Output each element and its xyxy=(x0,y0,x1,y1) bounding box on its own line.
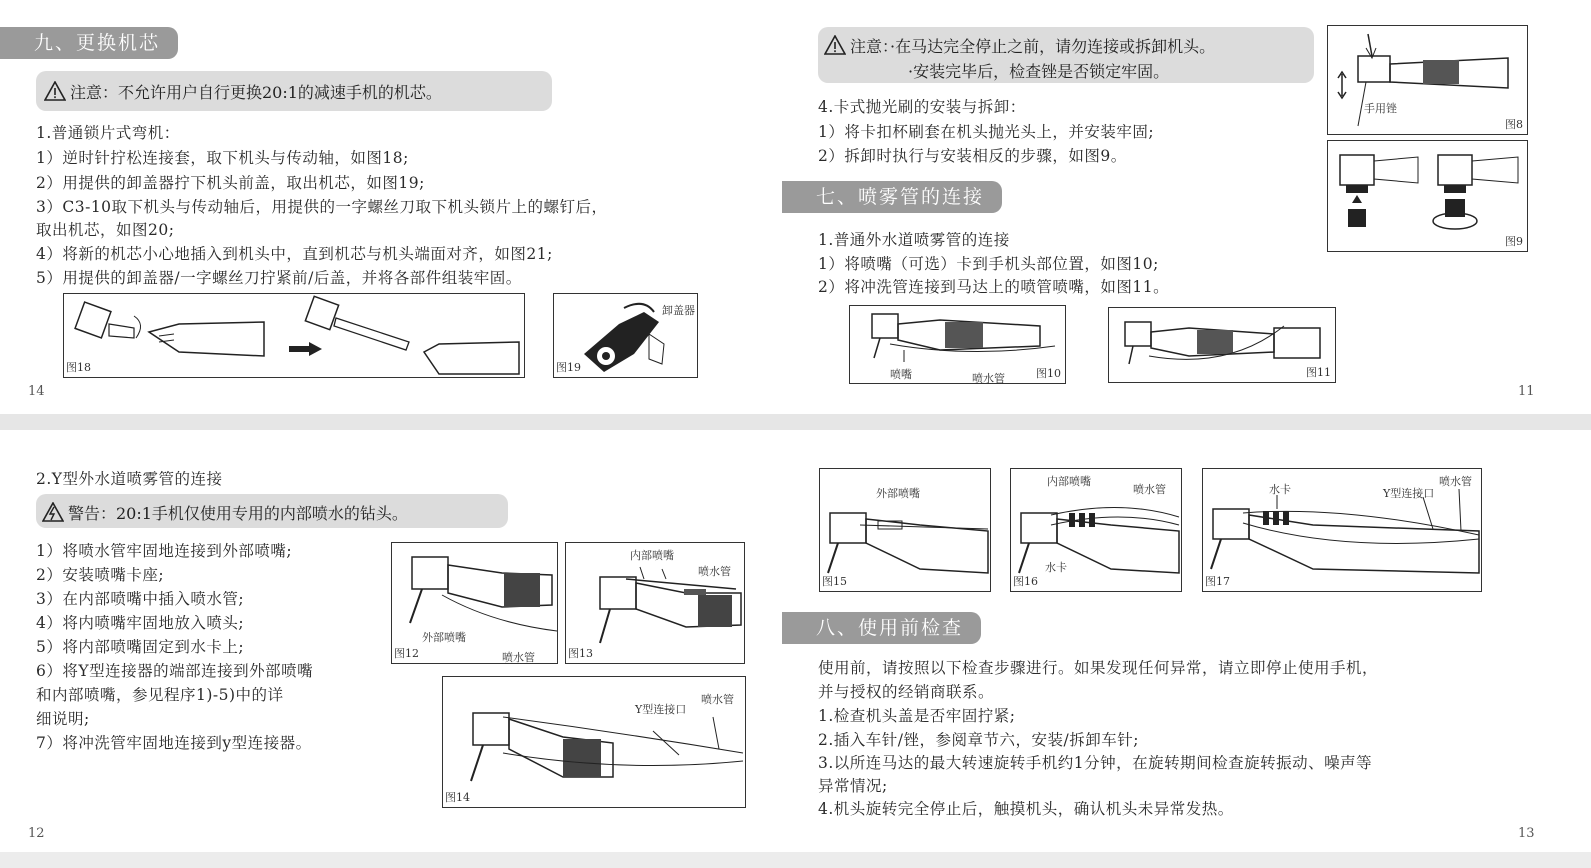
note-box xyxy=(36,71,552,111)
text-line: 5）用提供的卸盖器/一字螺丝刀拧紧前/后盖，并将各部件组装牢固。 xyxy=(36,269,522,287)
text-line: 和内部喷嘴，参见程序1)-5)中的详 xyxy=(36,686,284,704)
text-line: 4）将新的机芯小心地插入到机头中，直到机芯与机头端面对齐，如图21; xyxy=(36,245,553,263)
text-line: 1）逆时针拧松连接套，取下机头与传动轴，如图18; xyxy=(36,149,409,167)
water-tube-label: 喷水管 xyxy=(1439,475,1472,488)
figure-11 xyxy=(1108,307,1336,383)
water-tube-label: 喷水管 xyxy=(972,372,1005,385)
text-line: 1）将喷水管牢固地连接到外部喷嘴; xyxy=(36,542,293,560)
polishing-brush-illustration xyxy=(1328,141,1527,251)
water-tube-label: 喷水管 xyxy=(698,565,731,578)
text-line: 2）安装喷嘴卡座; xyxy=(36,566,165,584)
bottom-spread xyxy=(0,430,1591,868)
external-nozzle-label: 外部喷嘴 xyxy=(422,631,466,644)
text-line: 1）将喷嘴（可选）卡到手机头部位置，如图10; xyxy=(818,255,1159,273)
note-text: 注意：不允许用户自行更换20:1的减速手机的机芯。 xyxy=(70,83,442,102)
section-title-replace-cartridge: 九、更换机芯 xyxy=(0,27,178,59)
warning-icon xyxy=(44,81,66,101)
text-line: 细说明; xyxy=(36,710,90,728)
warning-text: 警告：20:1手机仅使用专用的内部喷水的钻头。 xyxy=(68,504,408,523)
text-line: 3）C3-10取下机头与传动轴后，用提供的一字螺丝刀取下机头锁片上的螺钉后， xyxy=(36,198,608,216)
figure-15-label: 图15 xyxy=(822,575,847,588)
text-line: 2）用提供的卸盖器拧下机头前盖，取出机芯，如图19; xyxy=(36,174,425,192)
page-number: 12 xyxy=(28,826,45,841)
text-line: 2.插入车针/锉，参阅章节六，安装/拆卸车针; xyxy=(818,731,1139,749)
subsection-heading: 2.Y型外水道喷雾管的连接 xyxy=(36,470,223,488)
text-line: 4）将内喷嘴牢固地放入喷头; xyxy=(36,614,245,632)
note-text-line1: 注意：·在马达完全停止之前，请勿连接或拆卸机头。 xyxy=(850,37,1216,56)
bottom-edge xyxy=(0,852,1591,868)
section-title-pre-use-check: 八、使用前检查 xyxy=(782,612,981,644)
text-line: 取出机芯，如图20; xyxy=(36,221,175,239)
text-line: 3.以所连马达的最大转速旋转手机约1分钟，在旋转期间检查旋转振动、噪声等 xyxy=(818,754,1373,772)
figure-18 xyxy=(63,293,525,378)
y-connector-illustration xyxy=(443,677,745,807)
external-nozzle-label: 外部喷嘴 xyxy=(876,487,920,500)
internal-nozzle-label: 内部喷嘴 xyxy=(630,549,674,562)
figure-19 xyxy=(553,293,698,378)
text-line: 4.卡式抛光刷的安装与拆卸： xyxy=(818,98,1026,116)
motor-connection-illustration xyxy=(1109,308,1335,382)
nozzle-illustration xyxy=(850,306,1065,383)
y-connector-label: Y型连接口 xyxy=(1383,487,1435,500)
figure-13-label: 图13 xyxy=(568,647,593,660)
figure-14-label: 图14 xyxy=(445,791,470,804)
water-clip-label: 水卡 xyxy=(1269,483,1291,496)
figure-10-label: 图10 xyxy=(1036,367,1061,380)
page-number: 11 xyxy=(1518,384,1535,399)
cap-remover-label: 卸盖器 xyxy=(662,304,695,317)
top-spread xyxy=(0,0,1591,414)
text-line: 并与授权的经销商联系。 xyxy=(818,683,995,701)
text-line: 6）将Y型连接器的端部连接到外部喷嘴 xyxy=(36,662,314,680)
text-line: 2）将冲洗管连接到马达上的喷管喷嘴，如图11。 xyxy=(818,278,1170,296)
figure-13 xyxy=(565,542,745,664)
figure-8-label: 图8 xyxy=(1505,118,1523,131)
note-box-right xyxy=(818,27,1314,83)
figure-12 xyxy=(391,542,558,664)
text-line: 1.检查机头盖是否牢固拧紧; xyxy=(818,707,1016,725)
handpiece-disassembly-illustration xyxy=(64,294,524,377)
figure-16-label: 图16 xyxy=(1013,575,1038,588)
text-line: 3）在内部喷嘴中插入喷水管; xyxy=(36,590,245,608)
figure-10 xyxy=(849,305,1066,384)
figure-9-label: 图9 xyxy=(1505,235,1523,248)
text-line: 异常情况; xyxy=(818,777,888,795)
water-tube-label: 喷水管 xyxy=(1133,483,1166,496)
hand-file-label: 手用锉 xyxy=(1364,102,1397,115)
text-line: 1）将卡扣杯刷套在机头抛光头上，并安装牢固; xyxy=(818,123,1155,141)
page-number: 13 xyxy=(1518,826,1535,841)
figure-17 xyxy=(1202,468,1482,592)
page-divider xyxy=(0,414,1591,430)
page-number: 14 xyxy=(28,384,45,399)
text-line: 使用前，请按照以下检查步骤进行。如果发现任何异常，请立即停止使用手机， xyxy=(818,659,1379,677)
figure-9 xyxy=(1327,140,1528,252)
text-line: 1.普通锁片式弯机： xyxy=(36,124,180,142)
text-line: 2）拆卸时执行与安装相反的步骤，如图9。 xyxy=(818,147,1127,165)
water-tube-label: 喷水管 xyxy=(701,693,734,706)
nozzle-label: 喷嘴 xyxy=(890,368,912,381)
text-line: 1.普通外水道喷雾管的连接 xyxy=(818,231,1010,249)
water-tube-label: 喷水管 xyxy=(502,651,535,664)
figure-19-label: 图19 xyxy=(556,361,581,374)
figure-18-label: 图18 xyxy=(66,361,91,374)
figure-17-label: 图17 xyxy=(1205,575,1230,588)
text-line: 5）将内部喷嘴固定到水卡上; xyxy=(36,638,245,656)
text-line: 7）将冲洗管牢固地连接到y型连接器。 xyxy=(36,734,312,752)
warning-icon xyxy=(824,35,846,55)
section-title-spray-tube: 七、喷雾管的连接 xyxy=(782,181,1002,213)
warning-hazard-icon xyxy=(42,502,64,522)
figure-12-label: 图12 xyxy=(394,647,419,660)
text-line: 4.机头旋转完全停止后，触摸机头，确认机头未异常发热。 xyxy=(818,800,1234,818)
figure-16 xyxy=(1010,468,1182,592)
figure-11-label: 图11 xyxy=(1306,366,1331,379)
hand-file-illustration xyxy=(1328,26,1527,134)
figure-15 xyxy=(819,468,991,592)
internal-nozzle-label: 内部喷嘴 xyxy=(1047,475,1091,488)
warning-box xyxy=(36,494,508,528)
figure-8 xyxy=(1327,25,1528,135)
note-text-line2: ·安装完毕后，检查锉是否锁定牢固。 xyxy=(908,62,1170,81)
figure-14 xyxy=(442,676,746,808)
y-connector-label: Y型连接口 xyxy=(635,703,687,716)
water-clip-label: 水卡 xyxy=(1045,561,1067,574)
